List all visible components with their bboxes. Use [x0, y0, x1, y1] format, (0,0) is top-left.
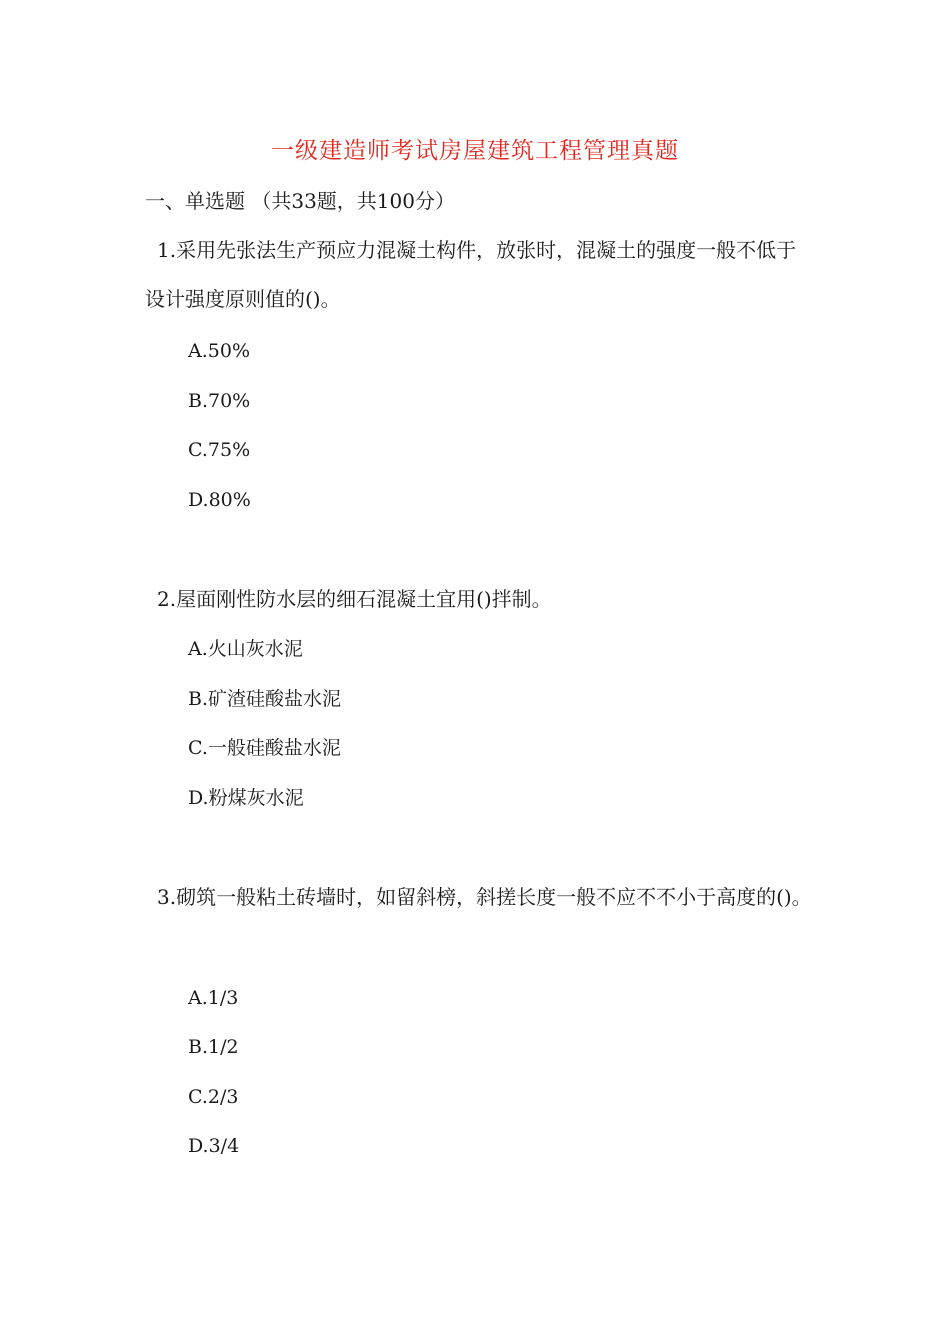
question-3-option-b: B.1/2 — [188, 1036, 239, 1058]
question-3-option-a: A.1/3 — [188, 987, 239, 1009]
question-2-option-a: A.火山灰水泥 — [188, 638, 303, 660]
section-heading: 一、单选题 （共33题，共100分） — [145, 189, 455, 213]
question-stem-1: 1.采用先张法生产预应力混凝土构件，放张时，混凝土的强度一般不低于设计强度原则值的()。 — [145, 238, 797, 311]
question-1-option-b: B.70% — [188, 390, 251, 412]
document-title: 一级建造师考试房屋建筑工程管理真题 — [271, 138, 679, 164]
question-2-option-b: B.矿渣硅酸盐水泥 — [188, 688, 342, 710]
question-2-option-d: D.粉煤灰水泥 — [188, 787, 304, 809]
question-1-option-c: C.75% — [188, 439, 251, 461]
question-stem-3: 3.砌筑一般粘土砖墙时，如留斜榜，斜搓长度一般不应不不小于高度的()。 — [157, 885, 812, 909]
question-3-option-d: D.3/4 — [188, 1135, 240, 1157]
question-1-option-a: A.50% — [188, 340, 250, 362]
question-2-option-c: C.一般硅酸盐水泥 — [188, 737, 341, 759]
question-3-option-c: C.2/3 — [188, 1086, 239, 1108]
question-1-option-d: D.80% — [188, 489, 251, 511]
question-stem-2: 2.屋面刚性防水层的细石混凝土宜用()拌制。 — [157, 587, 552, 611]
